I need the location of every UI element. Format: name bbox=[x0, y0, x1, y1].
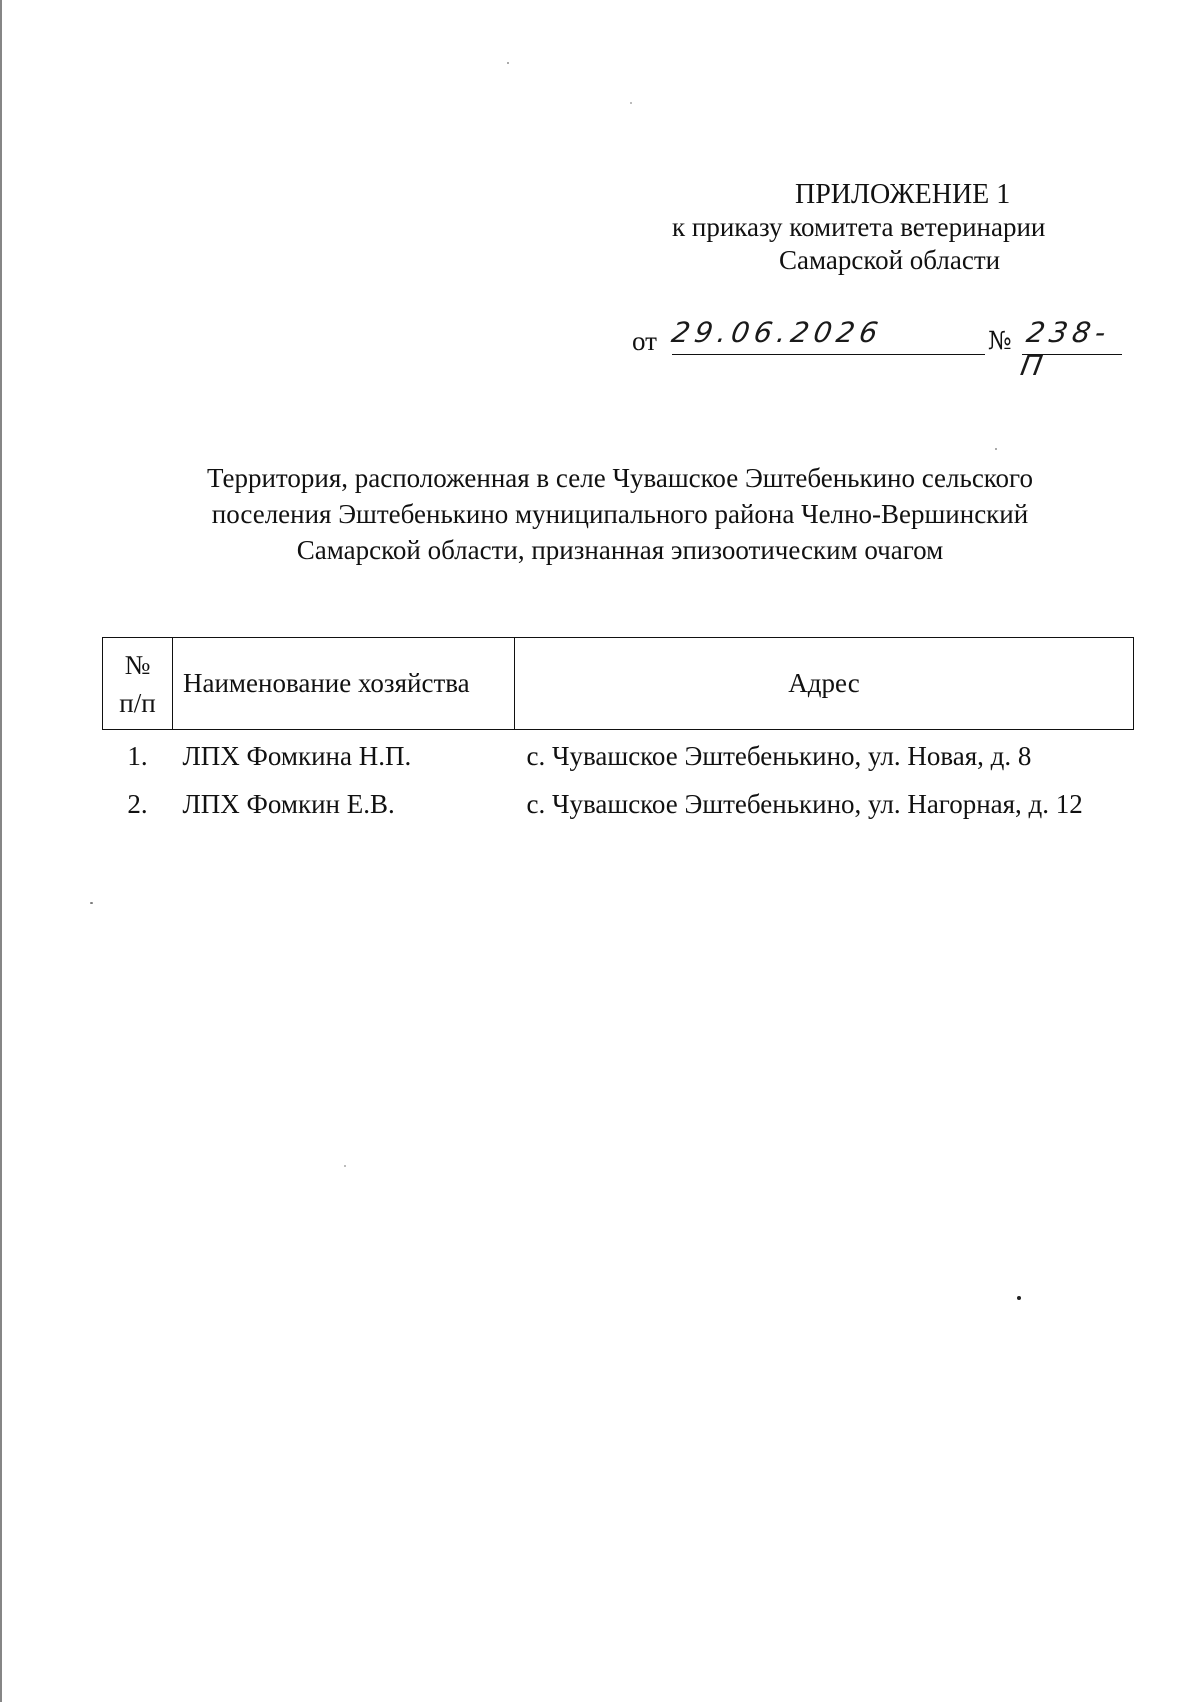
appendix-title: ПРИЛОЖЕНИЕ 1 bbox=[795, 179, 1011, 210]
row-farm-name: ЛПХ Фомкин Е.В. bbox=[182, 788, 395, 819]
scan-speck bbox=[630, 102, 632, 104]
number-prefix: № bbox=[988, 326, 1012, 355]
appendix-order-ref: к приказу комитета ветеринарии bbox=[672, 212, 1046, 242]
header-address: Адрес bbox=[515, 638, 1134, 730]
scan-speck bbox=[344, 1165, 346, 1167]
row-number: 2. bbox=[127, 788, 148, 819]
territory-heading-line: Самарской области, признанная эпизоотическим очагом bbox=[296, 535, 944, 565]
header-number-sign: № bbox=[124, 649, 151, 680]
appendix-header bbox=[650, 178, 1090, 277]
table-row bbox=[103, 778, 1134, 826]
scan-edge bbox=[0, 0, 2, 1702]
scan-speck bbox=[90, 902, 93, 904]
handwritten-number: 238-П bbox=[1018, 316, 1114, 382]
row-address: с. Чувашское Эштебенькино, ул. Новая, д. 8 bbox=[526, 740, 1032, 771]
date-prefix: от bbox=[632, 326, 657, 356]
header-number-pp: п/п bbox=[119, 687, 156, 718]
scan-speck bbox=[1017, 1296, 1021, 1300]
scan-speck bbox=[507, 62, 509, 64]
row-number: 1. bbox=[127, 740, 148, 771]
header-number bbox=[103, 638, 173, 730]
table-row bbox=[103, 730, 1134, 779]
appendix-region: Самарской области bbox=[779, 245, 1001, 275]
territory-heading-line: Территория, расположенная в селе Чувашское Эштебенькино сельского bbox=[207, 463, 1033, 493]
row-address: с. Чувашское Эштебенькино, ул. Нагорная, д. 12 bbox=[526, 788, 1083, 819]
order-reference bbox=[632, 316, 1122, 382]
territory-heading bbox=[150, 460, 1090, 568]
farms-table bbox=[102, 637, 1134, 826]
scan-speck bbox=[995, 448, 997, 450]
territory-heading-line: поселения Эштебенькино муниципального района Челно-Вершинский bbox=[211, 499, 1029, 529]
table-header-row bbox=[103, 638, 1134, 730]
header-farm-name: Наименование хозяйства bbox=[173, 638, 515, 730]
row-farm-name: ЛПХ Фомкина Н.П. bbox=[182, 740, 412, 771]
handwritten-date: 29.06.2026 bbox=[669, 316, 886, 349]
